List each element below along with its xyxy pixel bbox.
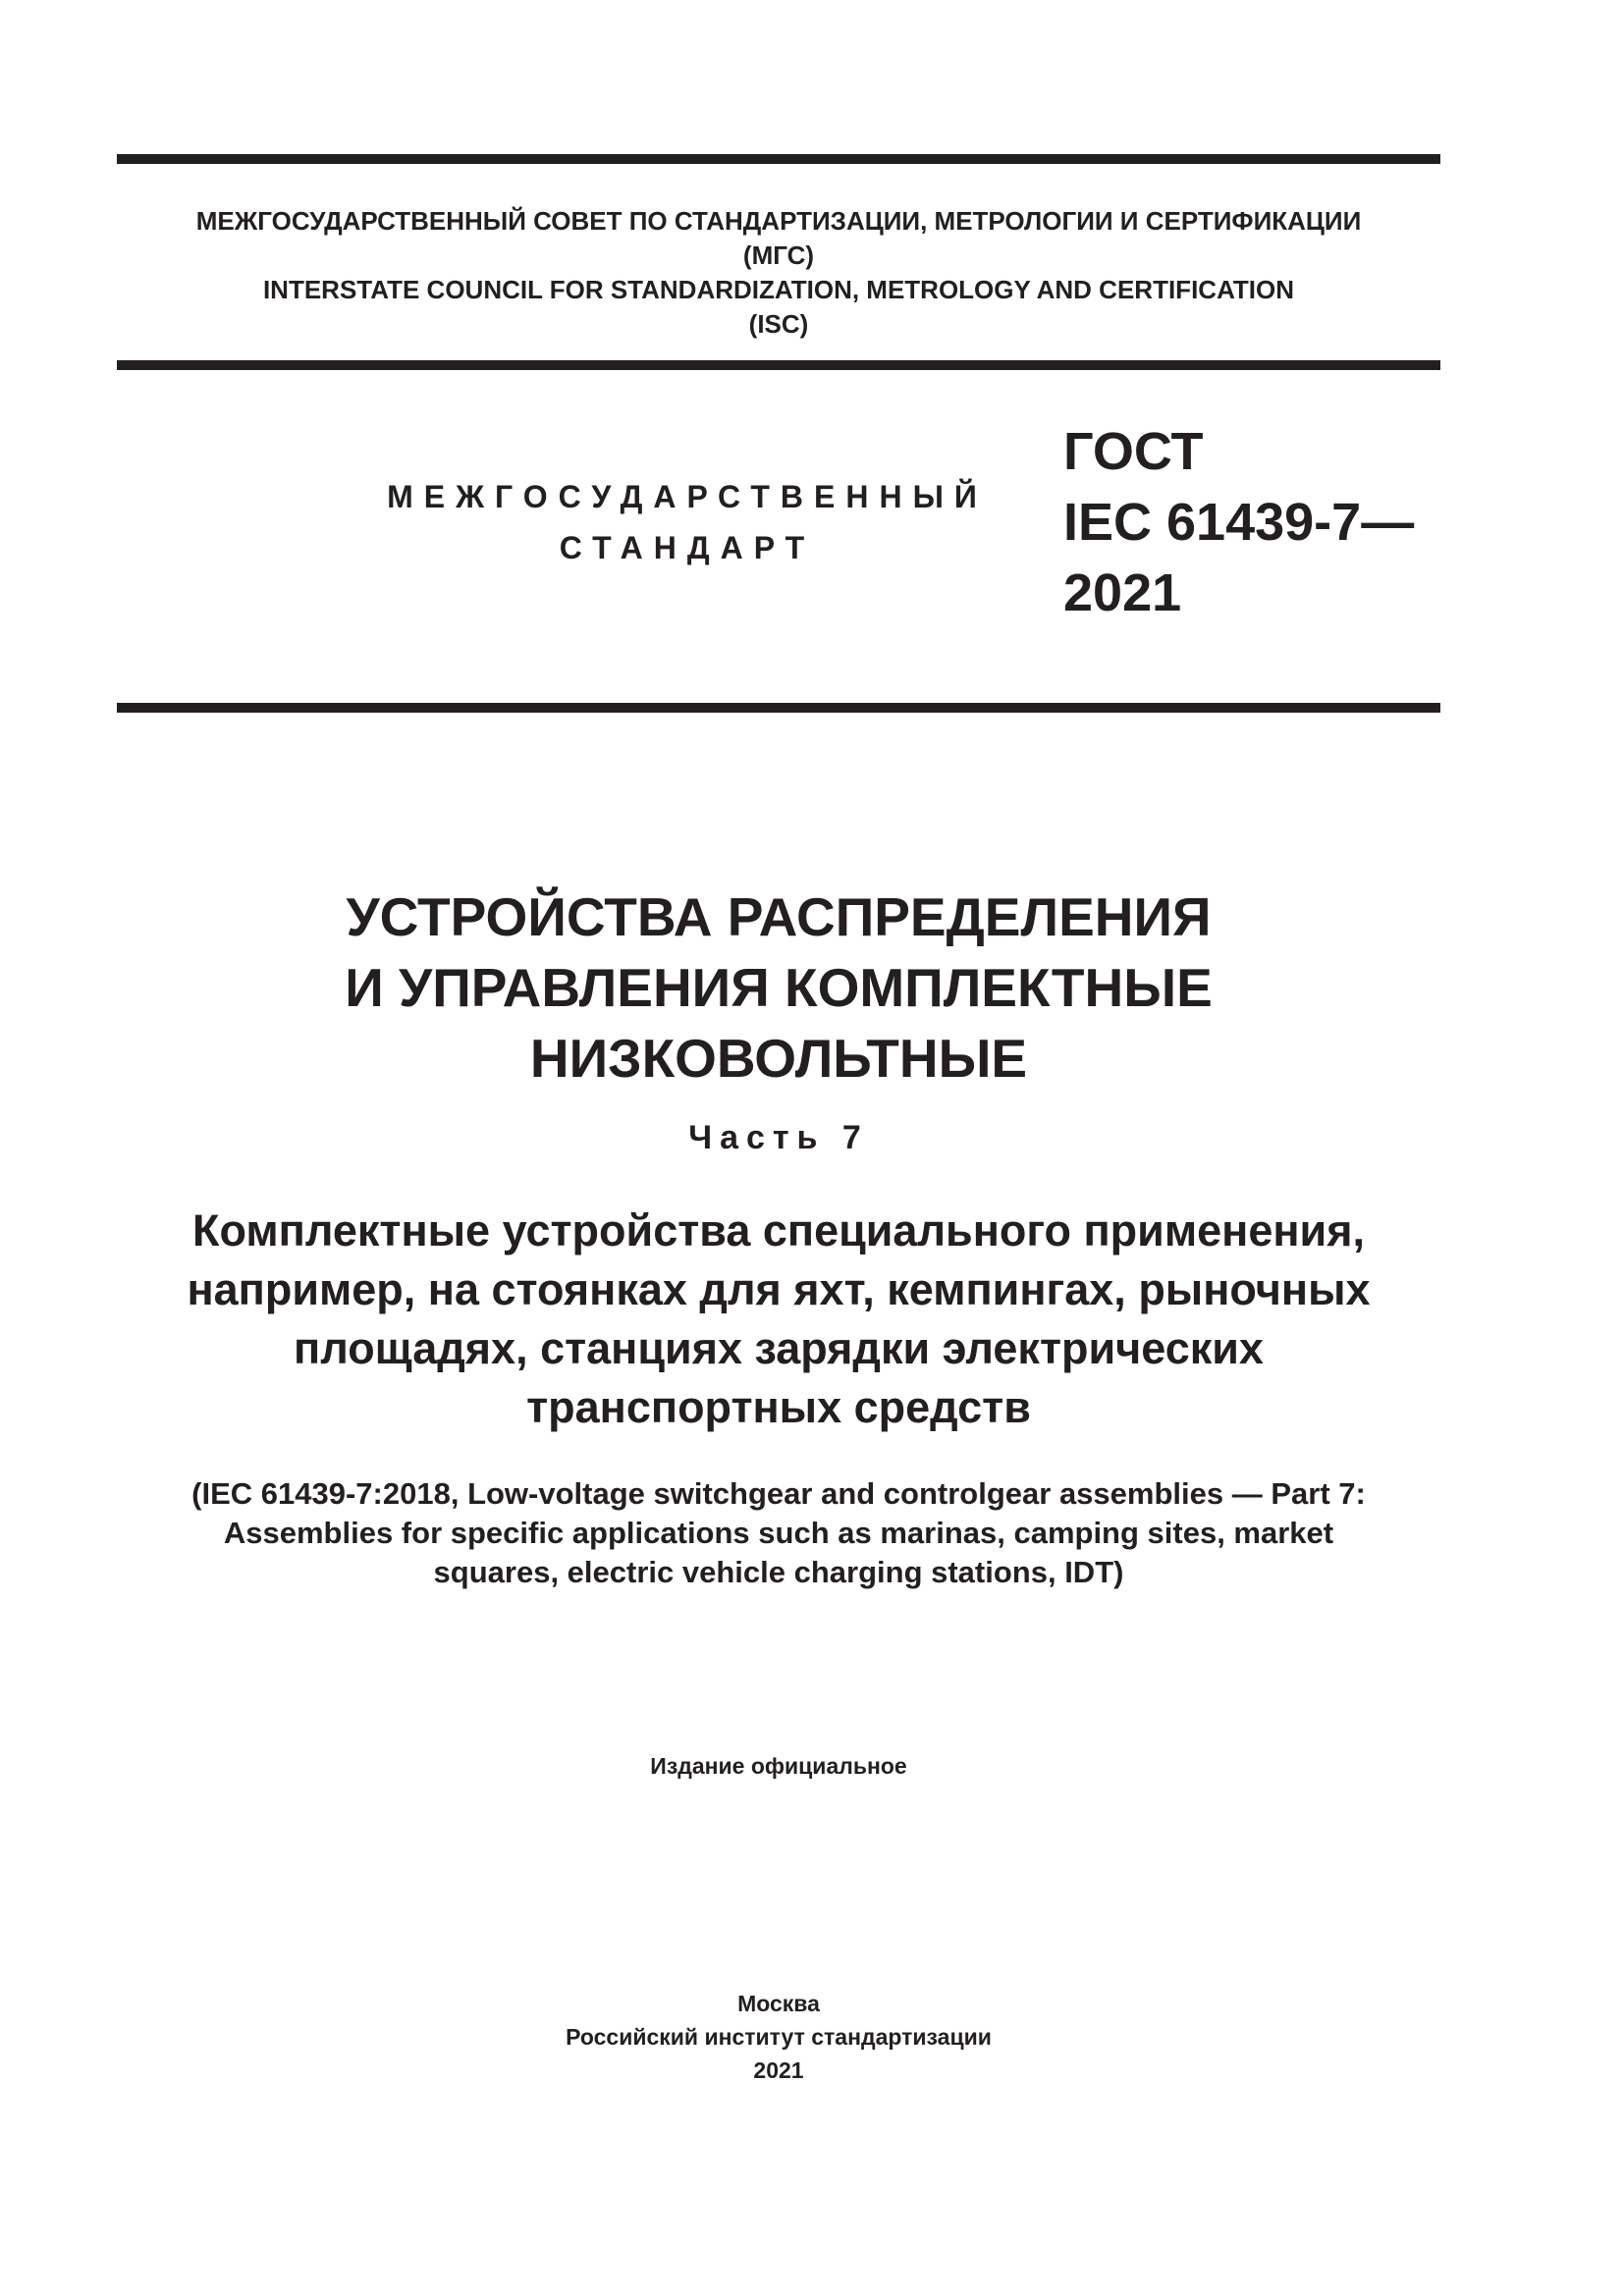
imprint	[117, 1987, 1440, 2087]
document-subtitle	[98, 1201, 1459, 1437]
imprint-publisher: Российский институт стандартизации	[566, 2024, 992, 2050]
subtitle-line4: транспортных средств	[526, 1382, 1031, 1432]
subtitle-line3: площадях, станциях зарядки электрических	[294, 1323, 1264, 1373]
top-rule	[117, 154, 1440, 164]
subtitle-line2: например, на стоянках для яхт, кемпингах, рыночных	[187, 1264, 1371, 1314]
document-title	[117, 881, 1440, 1094]
idt-line2: Assemblies for specific applications such as marinas, camping sites, market	[223, 1516, 1334, 1550]
idt-line3: squares, electric vehicle charging stations, IDT)	[433, 1555, 1124, 1589]
part-number: Часть 7	[688, 1119, 869, 1156]
edition-note: Издание официальное	[650, 1753, 907, 1779]
council-name-en: INTERSTATE COUNCIL FOR STANDARDIZATION, METROLOGY AND CERTIFICATION	[262, 275, 1295, 304]
idt-reference	[117, 1474, 1440, 1592]
standard-kind-line2: СТАНДАРТ	[559, 530, 816, 565]
subtitle-line1: Комплектные устройства специального применения,	[192, 1205, 1365, 1255]
council-abbr-en: (ISC)	[748, 309, 809, 339]
idt-line1: (IEC 61439-7:2018, Low-voltage switchgear and controlgear assemblies — Part 7:	[191, 1476, 1366, 1511]
designation-line1: ГОСТ	[1063, 422, 1204, 481]
imprint-city: Москва	[737, 1991, 820, 2016]
council-abbr-ru: (МГС)	[742, 240, 815, 270]
designation-line2: IEC 61439-7—	[1063, 493, 1415, 552]
standard-kind	[295, 471, 1080, 573]
council-block	[117, 204, 1440, 342]
header-bottom-rule	[117, 360, 1440, 370]
standard-designation	[1063, 416, 1476, 628]
council-name-ru: МЕЖГОСУДАРСТВЕННЫЙ СОВЕТ ПО СТАНДАРТИЗАЦИИ, МЕТРОЛОГИИ И СЕРТИФИКАЦИИ	[195, 206, 1362, 236]
title-line1: УСТРОЙСТВА РАСПРЕДЕЛЕНИЯ	[346, 886, 1212, 947]
title-line2: И УПРАВЛЕНИЯ КОМПЛЕКТНЫЕ	[345, 957, 1213, 1018]
standard-kind-line1: МЕЖГОСУДАРСТВЕННЫЙ	[387, 479, 988, 514]
designation-bottom-rule	[117, 703, 1440, 713]
designation-line3: 2021	[1063, 563, 1182, 622]
title-line3: НИЗКОВОЛЬТНЫЕ	[529, 1028, 1028, 1089]
imprint-year: 2021	[753, 2057, 804, 2083]
